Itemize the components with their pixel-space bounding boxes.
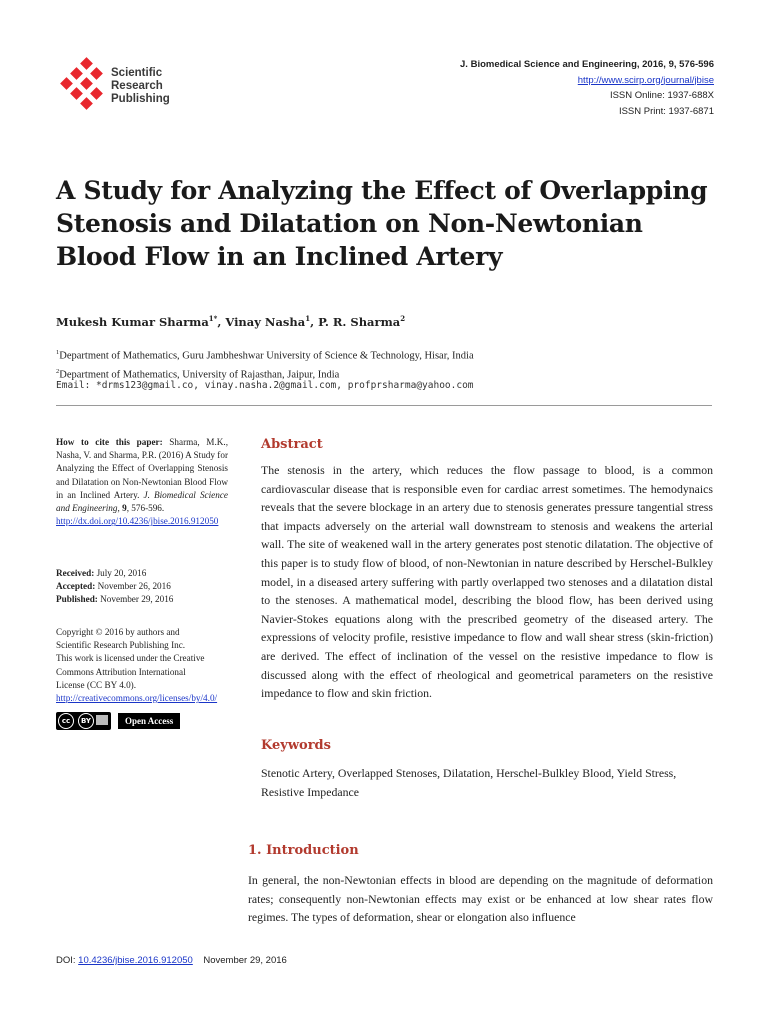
author-emails: Email: *drms123@gmail.co, vinay.nasha.2@gmail.com, profprsharma@yahoo.com [56,380,474,391]
author-name: Mukesh Kumar Sharma [56,314,209,329]
page-footer [56,955,287,966]
license-url-link[interactable]: http://creativecommons.org/licenses/by/4.0/ [56,693,218,704]
date-value: November 29, 2016 [97,594,174,605]
date-received [56,567,228,580]
author-list [56,314,405,329]
open-access-badge: Open Access [118,713,180,729]
author-affiliation-mark: 1 [305,314,311,323]
journal-url-link[interactable]: http://www.scirp.org/journal/jbise [577,74,714,86]
publication-dates [56,567,228,607]
logo-diamond-mark [60,57,103,110]
publisher-name-line1: Scientific [111,67,163,79]
license-line: Copyright © 2016 by authors and [56,627,180,637]
affiliation-text: Department of Mathematics, Guru Jambheshwar University of Science & Technology, Hisar, India [59,350,474,362]
cite-volume: 9 [122,503,127,514]
date-accepted [56,580,228,593]
author-affiliation-mark: 2 [400,314,406,323]
publisher-name [111,67,170,106]
cite-journal: J. Biomedical Science and Engineering [56,489,228,514]
license-line: Commons Attribution International [56,666,186,677]
affiliation-mark: 1 [56,349,60,356]
cite-doi-link[interactable]: http://dx.doi.org/10.4236/jbise.2016.912050 [56,516,219,527]
license-statement [56,626,228,705]
license-badges [56,712,180,730]
license-line: License (CC BY 4.0). [56,679,137,690]
introduction-text: In general, the non-Newtonian effects in blood are depending on the magnitude of deformation rates; consequently non-Newtonian effects may exist or be enhanced at low shear rates flow regimes. The types of deformation, shear or elongation also influence [248,873,713,925]
cite-text: Sharma, M.K., Nasha, V. and Sharma, P.R. (2016) A Study for Analyzing the Effect of Overlapping Stenosis and Dilatation on Non-Newtonian Blood Flow in an Inclined Artery. [56,437,228,500]
abstract-heading: Abstract [261,437,323,452]
date-label: Published: [56,594,98,605]
license-line: This work is licensed under the Creative [56,653,205,664]
cc-icon: cc [58,713,74,729]
publisher-name-line3: Publishing [111,93,170,105]
license-line: Scientific Research Publishing Inc. [56,640,186,651]
journal-info [460,57,714,119]
cc-by-badge-icon[interactable] [56,712,111,730]
cite-label: How to cite this paper: [56,437,163,447]
cite-pages: , 576-596. [126,503,165,514]
keywords-heading: Keywords [261,738,331,753]
author-affiliation-mark: 1* [208,314,218,323]
footer-doi-label: DOI: [56,955,79,966]
header-divider [56,405,712,406]
affiliation-mark: 2 [56,368,60,375]
introduction-heading: 1. Introduction [248,843,359,858]
affiliation-item [56,345,474,364]
affiliation-text: Department of Mathematics, University of Rajasthan, Jaipur, India [59,369,340,381]
date-label: Received: [56,568,95,578]
journal-citation: J. Biomedical Science and Engineering, 2016, 9, 576-596 [460,59,714,70]
author-separator: , [217,314,226,329]
how-to-cite [56,436,228,528]
date-label: Accepted: [56,581,96,592]
badge-stripe [96,715,108,725]
by-icon: BY [78,713,94,729]
date-published [56,593,228,606]
cite-separator: , [117,503,123,514]
author-name: P. R. Sharma [318,314,401,329]
keywords-text: Stenotic Artery, Overlapped Stenoses, Dilatation, Herschel-Bulkley Blood, Yield Stress, Resistive Impedance [261,766,677,799]
author-name: Vinay Nasha [225,314,306,329]
paper-title: A Study for Analyzing the Effect of Overlapping Stenosis and Dilatation on Non-Newtonian Blood Flow in an Inclined Artery [56,176,708,271]
issn-online: ISSN Online: 1937-688X [609,90,714,101]
publisher-name-line2: Research [111,80,163,92]
abstract-text: The stenosis in the artery, which reduces the flow passage to blood, is a common cardiovascular disease that is responsible even for cardiac arrest sometimes. The hemodynaics reveals that the severe blockage in an artery due to stenosis generates pressure tangential stress that impacts adversely on the arterial wall downstream to stenosis and weakens the arterial wall. The site of weakened wall in the artery generates post stenotic dilatation. The objective of this paper is to study flow of blood, of non-Newtonian in nature described by Herschel-Bulkley model, in a diseased artery suffering with partly overlapped two stenoses and a dilatation distal to the stenoses. A mathematical model, describing the blood flow, has been derived using Navier-Stokes equations along with the prescribed geometry of the diseased artery. The expressions of velocity profile, resistive impedance to flow and wall shear stress (skin-friction) are derived. The effect of inclination of the vessel on the resistive impedance to flow is discussed along with the effect of rheological and geometrical parameters on the resistive impedance to flow and skin friction. [261,463,713,701]
issn-print: ISSN Print: 1937-6871 [618,105,714,117]
footer-date: November 29, 2016 [203,955,287,966]
affiliations [56,345,474,383]
date-value: November 26, 2016 [95,581,171,592]
author-separator: , [310,314,319,329]
footer-doi-link[interactable]: 10.4236/jbise.2016.912050 [78,955,193,966]
date-value: July 20, 2016 [94,568,147,578]
